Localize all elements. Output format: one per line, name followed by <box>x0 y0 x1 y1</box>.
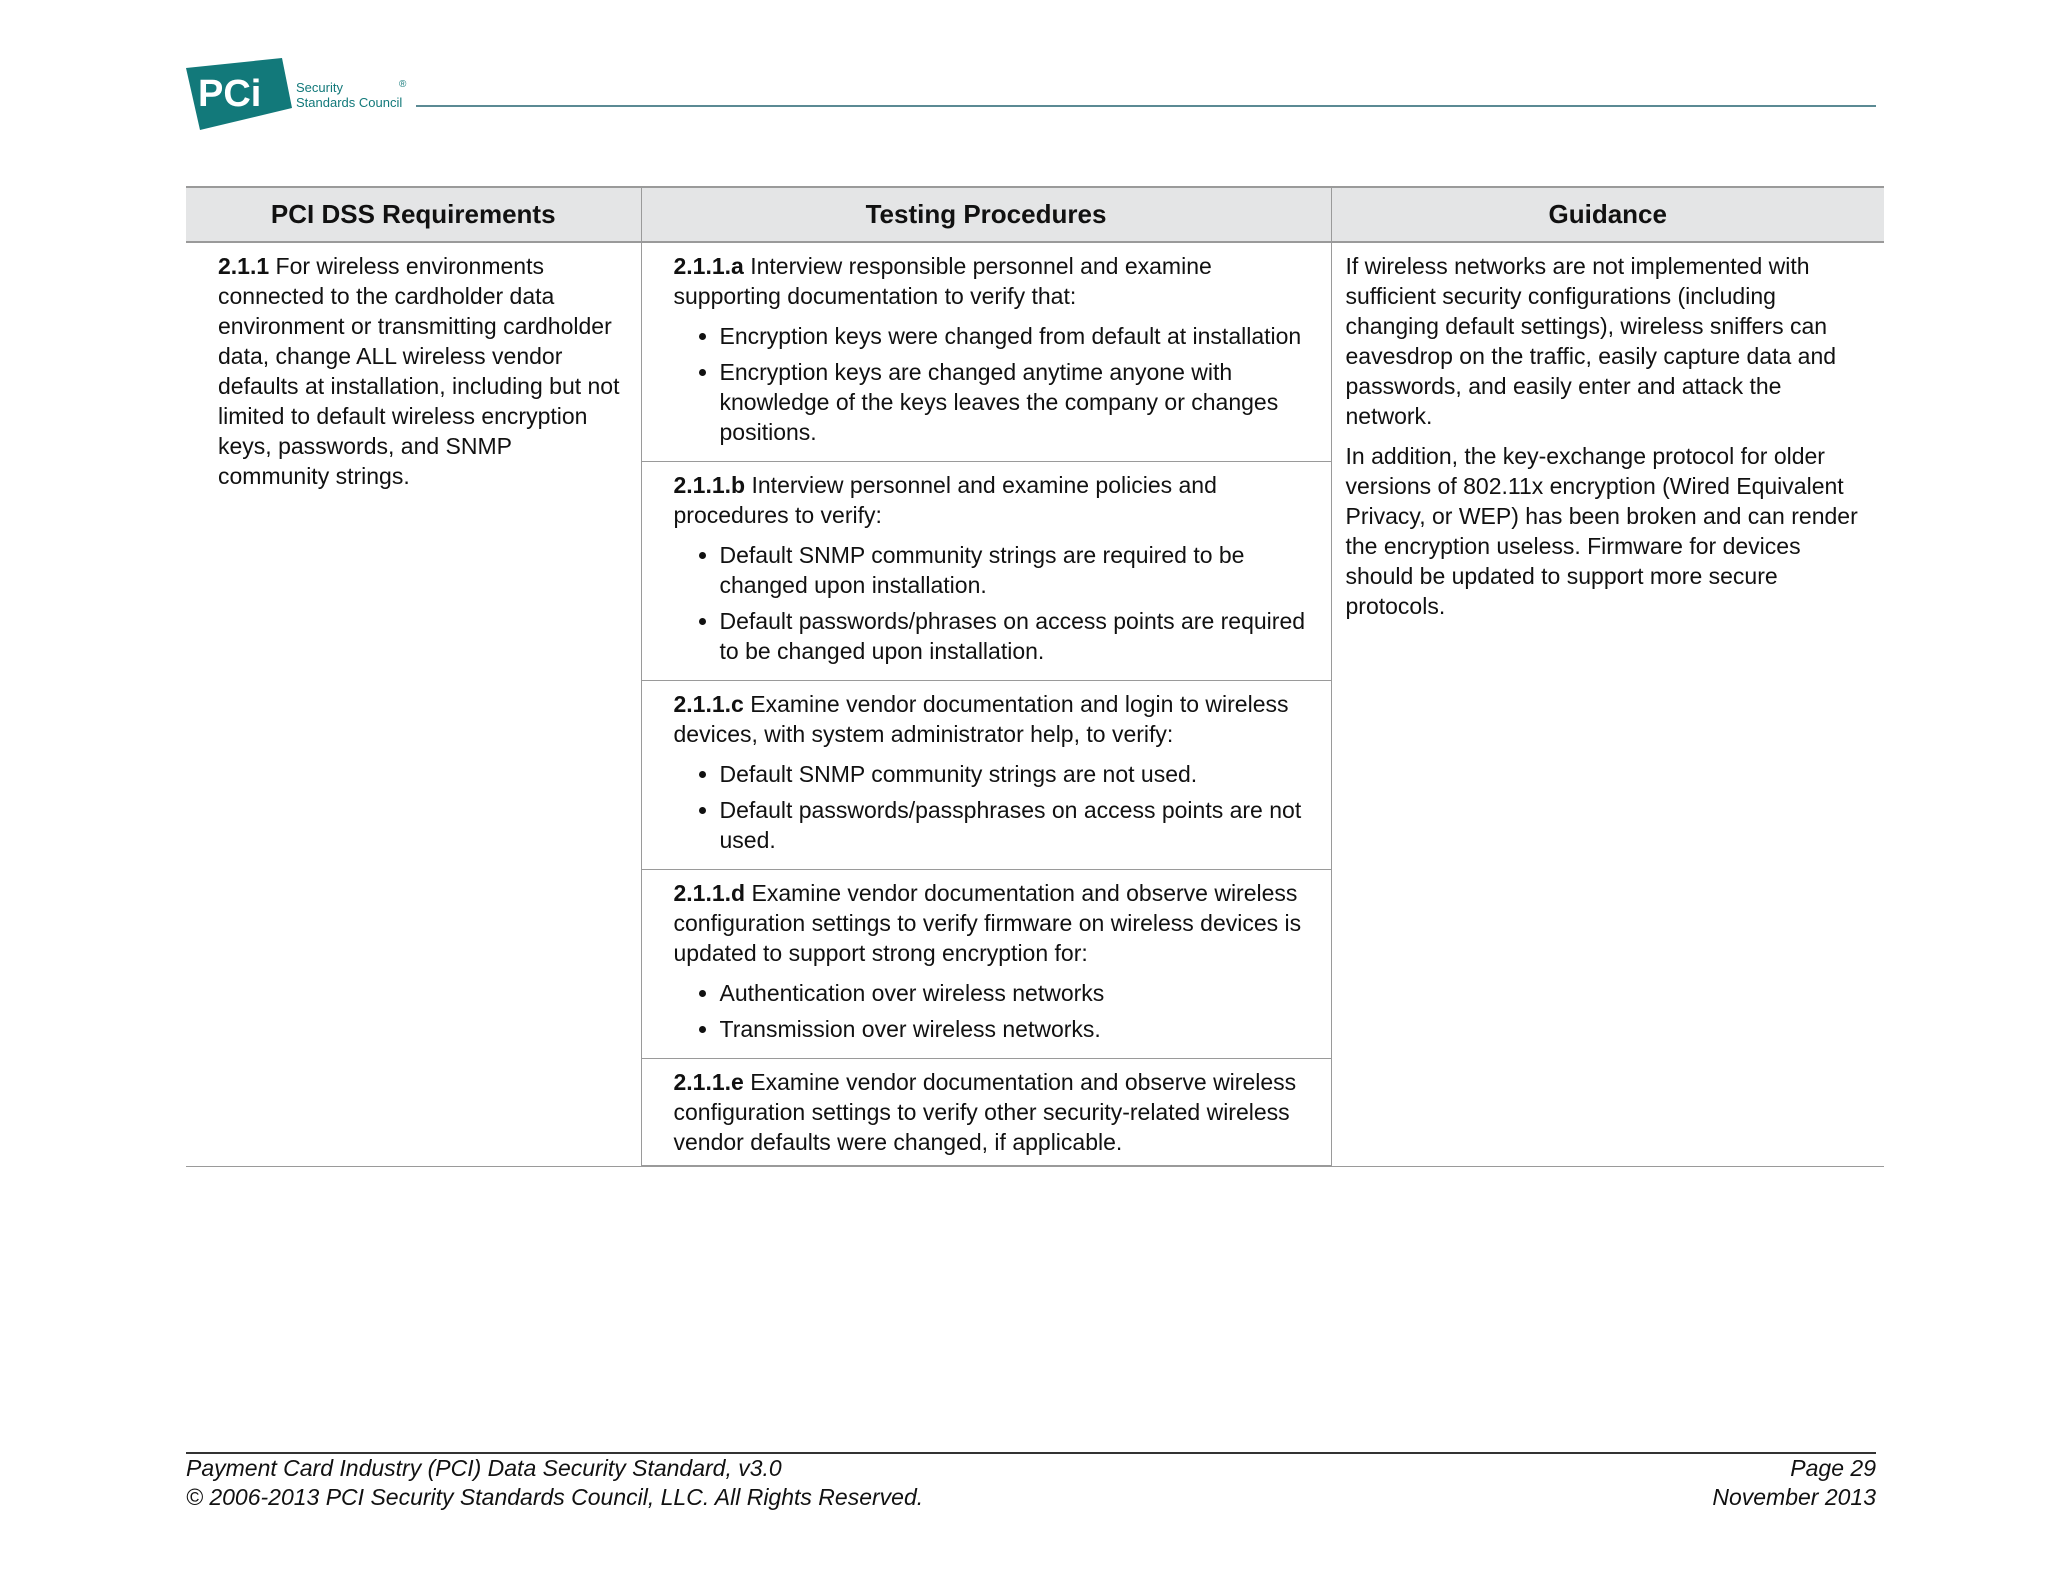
header-rule <box>416 105 1876 107</box>
guidance-paragraph: In addition, the key-exchange protocol for older versions of 802.11x encryption (Wired Equivalent Privacy, or WEP) has been broken and can render the encryption useless. Firmware for devices should be updated to support more secure protocols. <box>1345 443 1858 619</box>
pci-logo <box>186 58 426 130</box>
procedure-id: 2.1.1.e <box>673 1069 744 1095</box>
table-row <box>186 242 1884 462</box>
page-header <box>186 58 1876 130</box>
bullet-item: • Encryption keys were changed from default at installation <box>720 321 1317 351</box>
logo-line1: Security <box>296 80 343 95</box>
page-footer <box>186 1452 1876 1512</box>
procedure-2-1-1-e <box>641 1059 1331 1167</box>
bullet-item: • Encryption keys are changed anytime anyone with knowledge of the keys leaves the company or changes positions. <box>720 357 1317 447</box>
procedure-2-1-1-b <box>641 462 1331 681</box>
footer-document-title: Payment Card Industry (PCI) Data Security Standard, v3.0 <box>186 1455 782 1481</box>
bullet-item: • Default passwords/passphrases on access points are not used. <box>720 795 1317 855</box>
logo-registered: ® <box>399 79 407 90</box>
procedure-text: Examine vendor documentation and observe wireless configuration settings to verify firmware on wireless devices is updated to support strong encryption for: <box>673 880 1302 966</box>
requirement-cell <box>186 242 641 1166</box>
table-header-row <box>186 187 1884 242</box>
guidance-cell <box>1331 242 1884 1166</box>
guidance-paragraph: If wireless networks are not implemented with sufficient security configurations (including changing default settings), wireless sniffers can eavesdrop on the traffic, easily capture data and passwords, and easily enter and attack the network. <box>1345 253 1837 429</box>
procedure-bullets <box>674 540 1317 666</box>
footer-line-2 <box>186 1483 1876 1512</box>
header-guidance: Guidance <box>1331 187 1884 242</box>
procedure-id: 2.1.1.d <box>673 880 746 906</box>
footer-line-1 <box>186 1454 1876 1483</box>
procedure-bullets <box>674 978 1317 1044</box>
footer-copyright: © 2006-2013 PCI Security Standards Council, LLC. All Rights Reserved. <box>186 1484 924 1510</box>
pci-logo-icon <box>186 58 426 130</box>
logo-line2: Standards Council <box>296 95 403 110</box>
procedure-id: 2.1.1.c <box>673 691 744 717</box>
procedure-text: Examine vendor documentation and observe wireless configuration settings to verify other security-related wireless vendor defaults were changed, if applicable. <box>673 1069 1297 1155</box>
procedure-text: Examine vendor documentation and login to wireless devices, with system administrator help, to verify: <box>673 691 1289 747</box>
procedure-2-1-1-a <box>641 242 1331 462</box>
logo-mark: PCi <box>198 73 262 115</box>
procedure-2-1-1-c <box>641 681 1331 870</box>
procedure-text: Interview responsible personnel and examine supporting documentation to verify that: <box>673 253 1212 309</box>
procedure-bullets <box>674 321 1317 447</box>
procedure-text: Interview personnel and examine policies and procedures to verify: <box>673 472 1217 528</box>
bullet-item: • Default SNMP community strings are required to be changed upon installation. <box>720 540 1317 600</box>
requirement-id: 2.1.1 <box>218 253 270 279</box>
header-requirements: PCI DSS Requirements <box>186 187 641 242</box>
procedure-2-1-1-d <box>641 870 1331 1059</box>
requirements-table <box>186 186 1884 1167</box>
bullet-item: • Authentication over wireless networks <box>720 978 1317 1008</box>
procedure-id: 2.1.1.a <box>673 253 744 279</box>
header-testing-procedures: Testing Procedures <box>641 187 1331 242</box>
footer-date: November 2013 <box>1712 1484 1876 1510</box>
procedure-bullets <box>674 759 1317 855</box>
bullet-item: • Default SNMP community strings are not used. <box>720 759 1317 789</box>
requirement-text: For wireless environments connected to the cardholder data environment or transmitting cardholder data, change ALL wireless vendor defaults at installation, including but not limited to default wireless encryption keys, passwords, and SNMP community strings. <box>218 253 620 489</box>
bullet-item: • Default passwords/phrases on access points are required to be changed upon installation. <box>720 606 1317 666</box>
procedure-id: 2.1.1.b <box>673 472 746 498</box>
footer-page-number: Page 29 <box>1790 1455 1876 1481</box>
bullet-item: • Transmission over wireless networks. <box>720 1014 1317 1044</box>
